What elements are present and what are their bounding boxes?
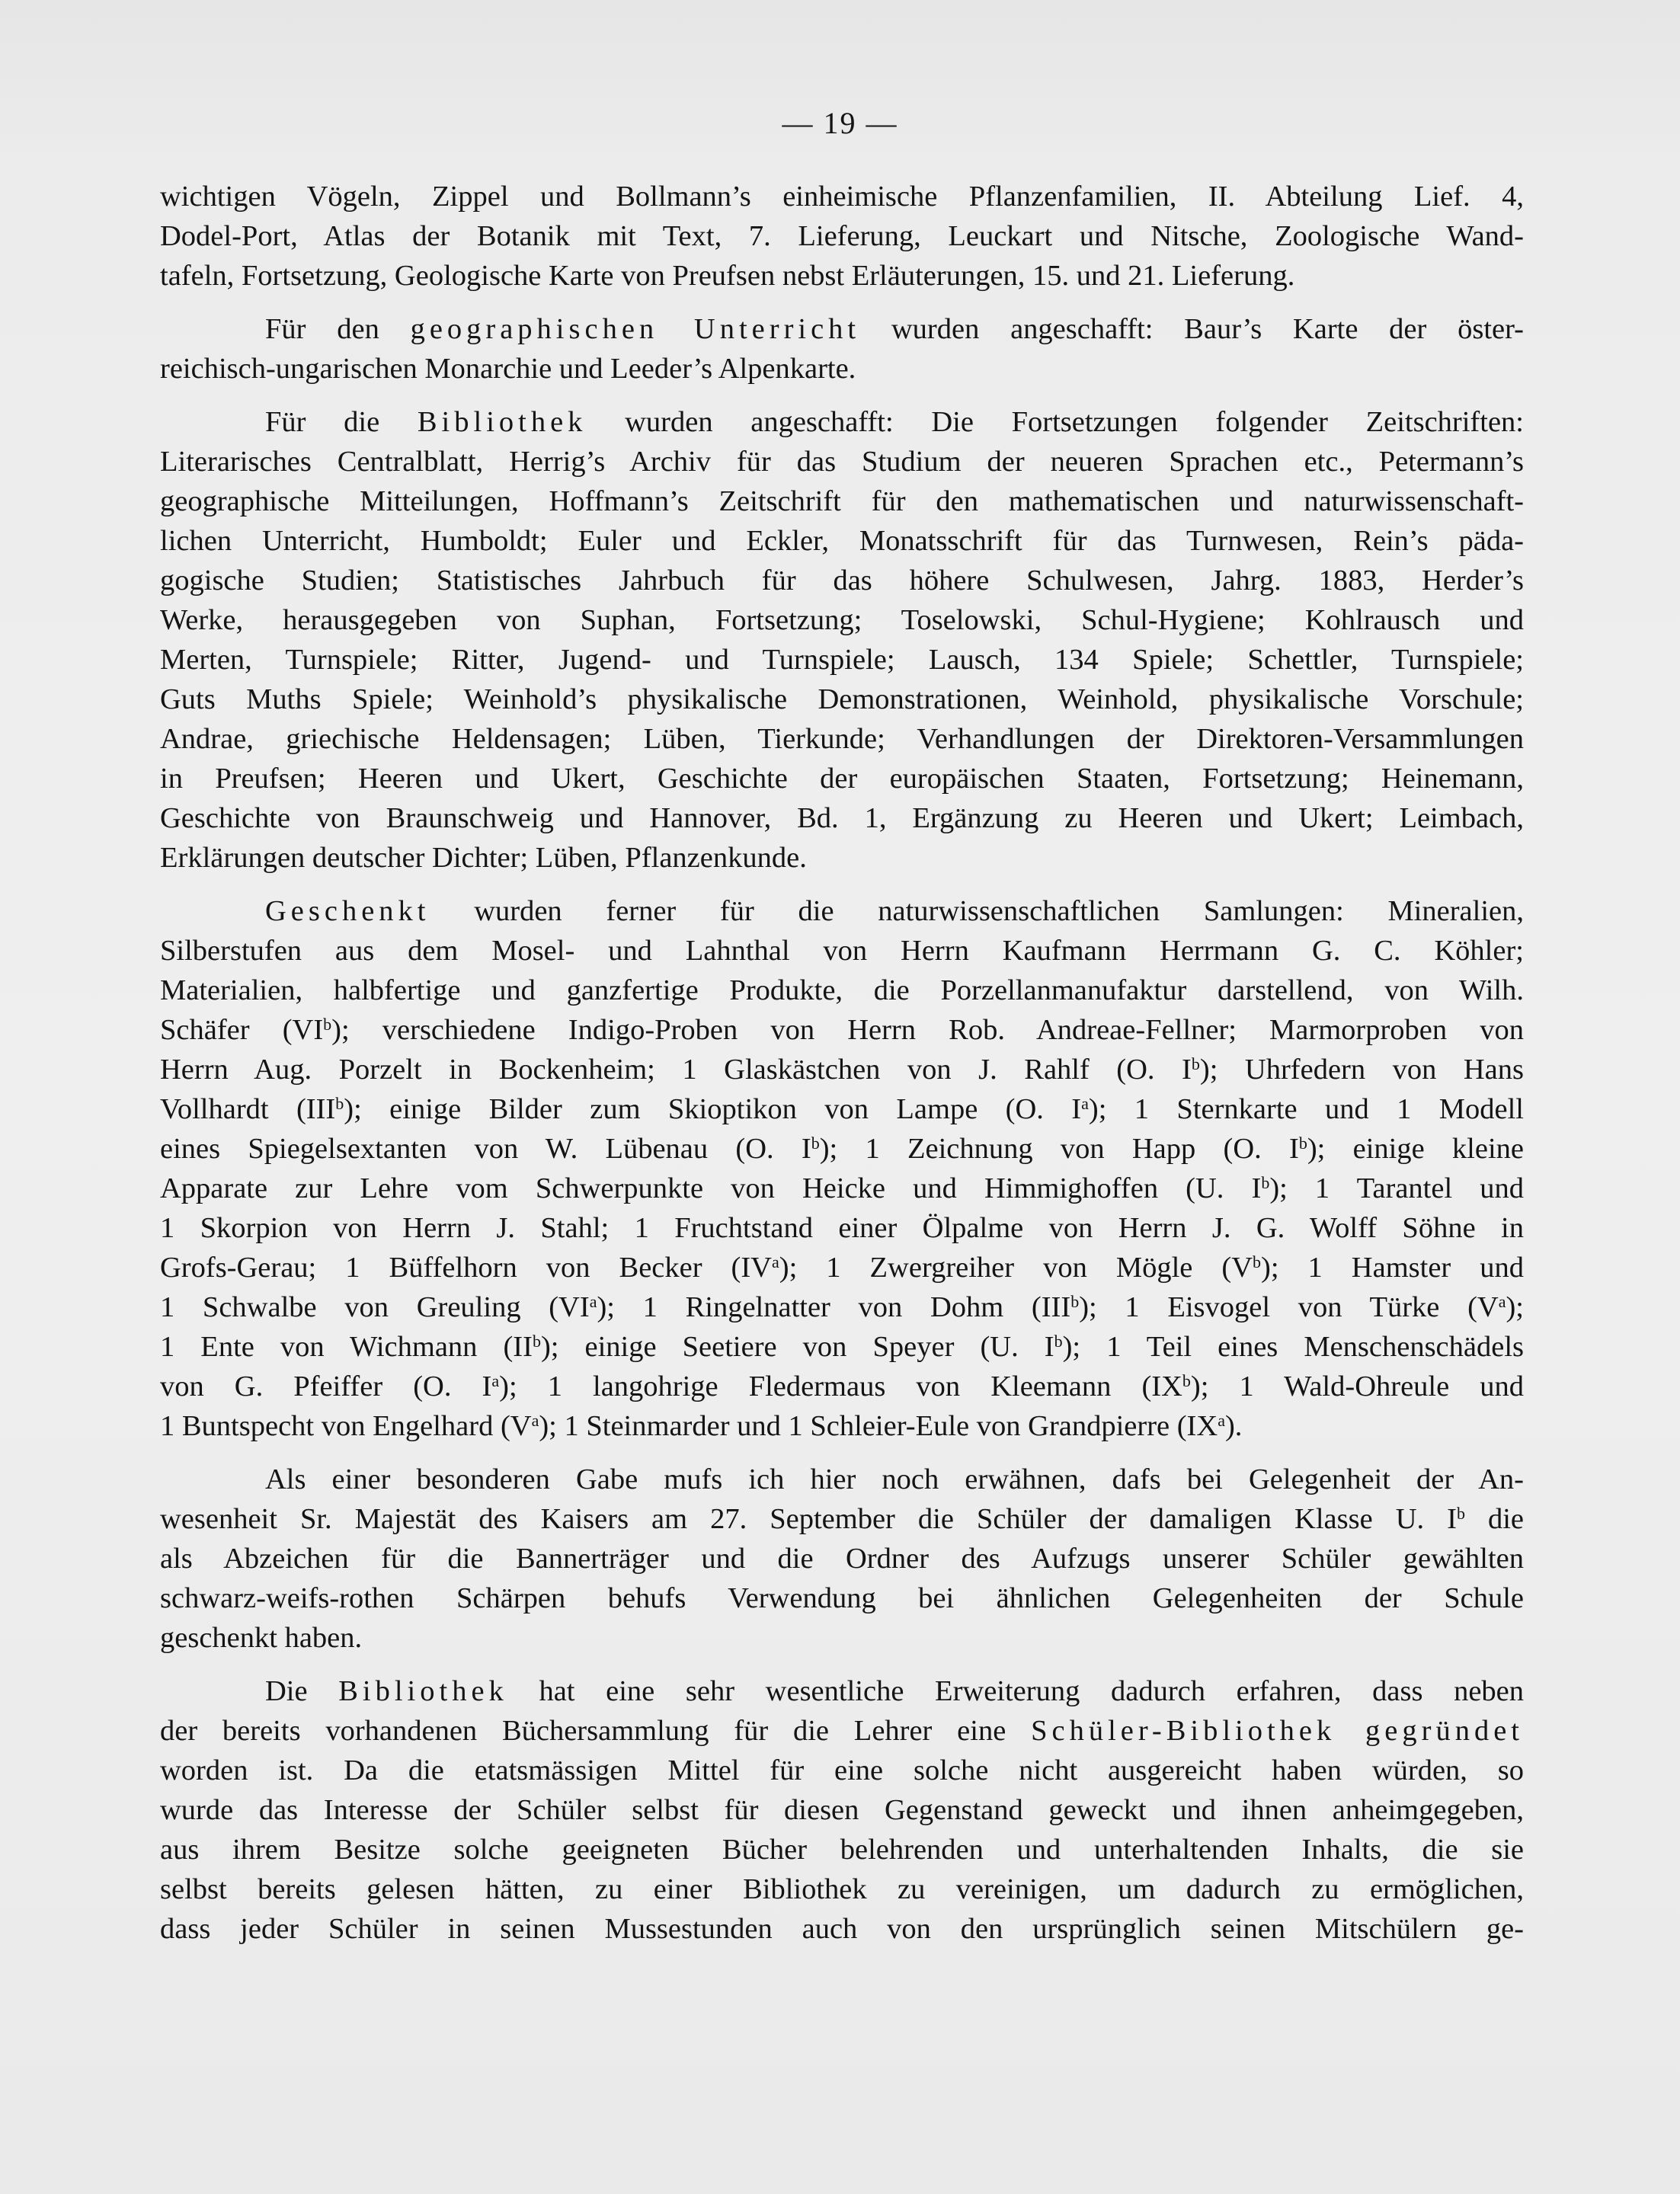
text-line: 1 Buntspecht von Engelhard $(V^a)$; 1 Steinmarder und 1 Schleier-Eule von Grandpierre $(IX^a)$. xyxy=(160,1410,1243,1442)
text-line: wurde das Interesse der Schüler selbst für diesen Gegenstand geweckt und ihnen anheimgegeben, xyxy=(160,1794,1524,1826)
text-line: 1 Ente von Wichmann $(II^b)$; einige Seetiere von Speyer (U. $I^b$); 1 Teil eines Menschenschädels xyxy=(160,1331,1524,1363)
paragraph-gap xyxy=(160,878,1524,891)
text-line: eines Spiegelsextanten von W. Lübenau (O. $I^b$); 1 Zeichnung von Happ (O. $I^b$); einige kleine xyxy=(160,1133,1524,1165)
spaced-emphasis: Bibliothek xyxy=(338,1675,508,1707)
text-line: Apparate zur Lehre vom Schwerpunkte von Heicke und Himmighoffen (U. $I^b$); 1 Tarantel und xyxy=(160,1172,1524,1204)
text-line: Erklärungen deutscher Dichter; Lüben, Pflanzenkunde. xyxy=(160,842,807,874)
text-line: von G. Pfeiffer (O. $I^a$); 1 langohrige Fledermaus von Kleemann $(IX^b)$; 1 Wald-Ohreule und xyxy=(160,1370,1525,1402)
text-line: Herrn Aug. Porzelt in Bockenheim; 1 Glaskästchen von J. Rahlf (O. $I^b$); Uhrfedern von Hans xyxy=(160,1054,1524,1086)
text-line: Als einer besonderen Gabe mufs ich hier noch erwähnen, dafs bei Gelegenheit der An- xyxy=(265,1463,1524,1495)
text-line: wesenheit Sr. Majestät des Kaisers am 27. September die Schüler der damaligen Klasse U. $I^b$ die xyxy=(160,1503,1524,1535)
superscript: b xyxy=(323,1015,332,1034)
text-line: geschenkt haben. xyxy=(160,1622,363,1654)
text-line: gogische Studien; Statistisches Jahrbuch für das höhere Schulwesen, Jahrg. 1883, Herder’s xyxy=(160,564,1524,596)
text-line: geographische Mitteilungen, Hoffmann’s Zeitschrift für den mathematischen und naturwissenschaft- xyxy=(160,485,1524,517)
superscript: a xyxy=(531,1411,539,1430)
text-line: Werke, herausgegeben von Suphan, Fortsetzung; Toselowski, Schul-Hygiene; Kohlrausch und xyxy=(160,604,1524,636)
spaced-emphasis: Bibliothek xyxy=(417,406,587,438)
superscript: b xyxy=(1191,1054,1200,1073)
paragraph xyxy=(160,309,1524,389)
text-line: Merten, Turnspiele; Ritter, Jugend- und Turnspiele; Lausch, 134 Spiele; Schettler, Turnspiele; xyxy=(160,644,1524,676)
text-line: Guts Muths Spiele; Weinhold’s physikalische Demonstrationen, Weinhold, physikalische Vorschule; xyxy=(160,683,1524,715)
spaced-emphasis: Schüler-Bibliothek gegründet xyxy=(1031,1715,1524,1747)
superscript: b xyxy=(1253,1252,1262,1271)
paragraph xyxy=(160,1671,1524,1949)
text-line: 1 Skorpion von Herrn J. Stahl; 1 Fruchtstand einer Ölpalme von Herrn J. G. Wolff Söhne in xyxy=(160,1212,1524,1244)
text-line: aus ihrem Besitze solche geeigneten Bücher belehrenden und unterhaltenden Inhalts, die sie xyxy=(160,1834,1524,1866)
text-line: Geschichte von Braunschweig und Hannover, Bd. 1, Ergänzung zu Heeren und Ukert; Leimbach, xyxy=(160,802,1524,834)
superscript: a xyxy=(1081,1094,1089,1113)
paragraph xyxy=(160,177,1524,296)
text-line: dass jeder Schüler in seinen Mussestunden auch von den ursprünglich seinen Mitschülern ge- xyxy=(160,1913,1524,1945)
text-line: reichisch-ungarischen Monarchie und Leeder’s Alpenkarte. xyxy=(160,353,856,385)
spaced-emphasis: Geschenkt xyxy=(265,895,430,927)
text-line: wichtigen Vögeln, Zippel und Bollmann’s einheimische Pflanzenfamilien, II. Abteilung Lief. 4, xyxy=(160,181,1524,213)
text-line: Dodel-Port, Atlas der Botanik mit Text, 7. Lieferung, Leuckart und Nitsche, Zoologische Wand- xyxy=(160,220,1524,252)
text-line: tafeln, Fortsetzung, Geologische Karte von Preufsen nebst Erläuterungen, 15. und 21. Lieferung. xyxy=(160,260,1295,292)
superscript: b xyxy=(532,1332,541,1351)
superscript: a xyxy=(1498,1292,1506,1311)
text-line: Geschenkt wurden ferner für die naturwissenschaftlichen Samlungen: Mineralien, xyxy=(265,895,1524,927)
text-line: Literarisches Centralblatt, Herrig’s Archiv für das Studium der neueren Sprachen etc., Petermann’s xyxy=(160,446,1524,478)
text-line: Für die Bibliothek wurden angeschafft: Die Fortsetzungen folgender Zeitschriften: xyxy=(265,406,1524,438)
superscript: b xyxy=(1054,1332,1063,1351)
superscript: a xyxy=(1218,1411,1225,1430)
paragraph-gap xyxy=(160,296,1524,309)
paragraph xyxy=(160,1460,1524,1658)
superscript: b xyxy=(335,1094,344,1113)
superscript: b xyxy=(1456,1504,1465,1523)
paragraph-gap xyxy=(160,1446,1524,1460)
superscript: a xyxy=(771,1252,779,1271)
superscript: a xyxy=(589,1292,597,1311)
text-line: Materialien, halbfertige und ganzfertige Produkte, die Porzellanmanufaktur darstellend, von Wilh. xyxy=(160,974,1524,1006)
paragraph xyxy=(160,402,1524,878)
text-line: Grofs-Gerau; 1 Büffelhorn von Becker $(IV^a)$; 1 Zwergreiher von Mögle $(V^b)$; 1 Hamster und xyxy=(160,1252,1524,1284)
text-line: worden ist. Da die etatsmässigen Mittel für eine solche nicht ausgereicht haben würden, so xyxy=(160,1754,1524,1786)
superscript: b xyxy=(1298,1134,1307,1153)
superscript: b xyxy=(811,1134,820,1153)
spaced-emphasis: geographischen Unterricht xyxy=(410,313,861,345)
text-line: selbst bereits gelesen hätten, zu einer Bibliothek zu vereinigen, um dadurch zu ermöglichen, xyxy=(160,1873,1524,1905)
superscript: b xyxy=(1261,1173,1270,1192)
paragraph-gap xyxy=(160,1658,1524,1671)
text-line: Vollhardt (III$^b$); einige Bilder zum Skioptikon von Lampe (O. $I^a$); 1 Sternkarte und 1 Modell xyxy=(160,1093,1524,1125)
text-line: als Abzeichen für die Bannerträger und die Ordner des Aufzugs unserer Schüler gewählten xyxy=(160,1543,1524,1575)
paragraph xyxy=(160,891,1524,1446)
text-line: Die Bibliothek hat eine sehr wesentliche Erweiterung dadurch erfahren, dass neben xyxy=(265,1675,1524,1707)
text-line: Für den geographischen Unterricht wurden angeschafft: Baur’s Karte der öster- xyxy=(265,313,1524,345)
text-line: Schäfer $(VI^b)$; verschiedene Indigo-Proben von Herrn Rob. Andreae-Fellner; Marmorproben von xyxy=(160,1014,1524,1046)
text-line: Andrae, griechische Heldensagen; Lüben, Tierkunde; Verhandlungen der Direktoren-Versammlungen xyxy=(160,723,1524,755)
paragraph-gap xyxy=(160,389,1524,402)
text-line: lichen Unterricht, Humboldt; Euler und Eckler, Monatsschrift für das Turnwesen, Rein’s päda- xyxy=(160,525,1524,557)
text-line: in Preufsen; Heeren und Ukert, Geschichte der europäischen Staaten, Fortsetzung; Heinemann, xyxy=(160,763,1524,795)
text-line: Silberstufen aus dem Mosel- und Lahnthal von Herrn Kaufmann Herrmann G. C. Köhler; xyxy=(160,935,1524,967)
page-number: — 19 — xyxy=(782,106,898,140)
body-text xyxy=(160,177,1524,1949)
superscript: b xyxy=(1182,1371,1191,1390)
text-line: schwarz-weifs-rothen Schärpen behufs Verwendung bei ähnlichen Gelegenheiten der Schule xyxy=(160,1582,1524,1614)
superscript: a xyxy=(491,1371,500,1390)
superscript: b xyxy=(1070,1292,1080,1311)
text-line: der bereits vorhandenen Büchersammlung für die Lehrer eine Schüler-Bibliothek gegründet xyxy=(160,1715,1524,1747)
text-line: 1 Schwalbe von Greuling $(VI^a)$; 1 Ringelnatter von Dohm (III$^b$); 1 Eisvogel von Türke $(V^a)$; xyxy=(160,1291,1524,1323)
